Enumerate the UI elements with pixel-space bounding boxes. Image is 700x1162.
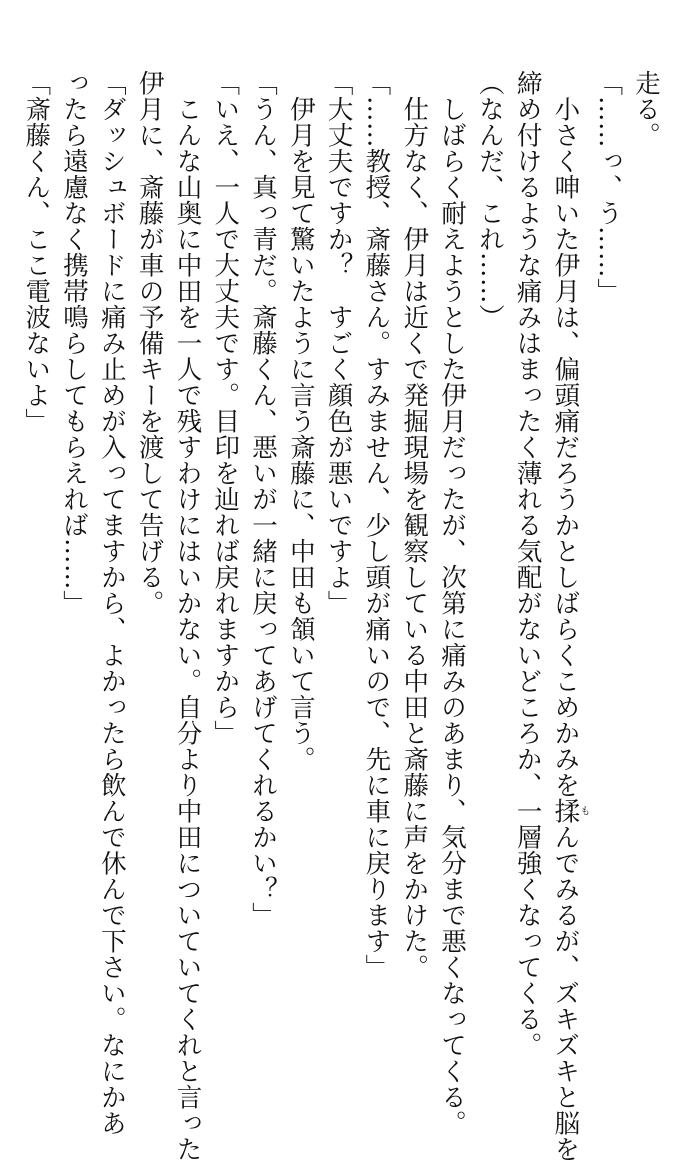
text-segment: 小さく呻いた伊月は、偏頭痛だろうかとしばらくこめかみを bbox=[550, 70, 581, 798]
text-line: 「うん、真っ青だ。斎藤くん、悪いが一緒に戻ってあげてくれるかい？」 bbox=[248, 70, 279, 928]
ruby-word bbox=[550, 798, 589, 824]
text-line: 仕方なく、伊月は近くで発掘現場を観察している中田と斎藤に声をかけた。 bbox=[399, 70, 430, 980]
text-line: 「いえ、一人で大丈夫です。目印を辿れば戻れますから」 bbox=[210, 70, 241, 746]
text-line: 締め付けるような痛みはまったく薄れる気配がないどころか、一層強くなってくる。 bbox=[512, 70, 543, 1058]
text-line: ったら遠慮なく携帯鳴らしてもらえれば……」 bbox=[59, 70, 90, 616]
text-line: 「大丈夫ですか？ すごく顔色が悪いですよ」 bbox=[323, 70, 354, 616]
ruby-base: 揉 bbox=[550, 798, 581, 824]
vertical-text-body bbox=[16, 70, 664, 1162]
text-line: 「ダッシュボードに痛み止めが入ってますから、よかったら飲んで休んで下さい。なにかあ bbox=[96, 70, 127, 1136]
text-line: 「斎藤くん、ここ電波ないよ」 bbox=[21, 70, 52, 434]
text-line: 伊月に、斎藤が車の予備キーを渡して告げる。 bbox=[134, 70, 165, 616]
text-line: こんな山奥に中田を一人で残すわけにはいかない。自分より中田についていてくれと言った bbox=[172, 70, 203, 1162]
text-line: 伊月を見て驚いたように言う斎藤に、中田も頷いて言う。 bbox=[285, 70, 316, 772]
text-line: 「……教授、斎藤さん。すみません、少し頭が痛いので、先に車に戻ります」 bbox=[361, 70, 392, 980]
text-line-with-ruby bbox=[546, 70, 589, 1162]
ruby-reading: も bbox=[577, 798, 589, 824]
text-segment: んでみるが、ズキズキと脳を bbox=[550, 824, 581, 1162]
text-line: （なんだ、これ……） bbox=[474, 70, 505, 330]
text-line: 走る。 bbox=[631, 70, 661, 148]
text-line: 「……っ、う……」 bbox=[593, 70, 624, 304]
text-line: しばらく耐えようとした伊月だったが、次第に痛みのあまり、気分まで悪くなってくる。 bbox=[437, 70, 468, 1136]
